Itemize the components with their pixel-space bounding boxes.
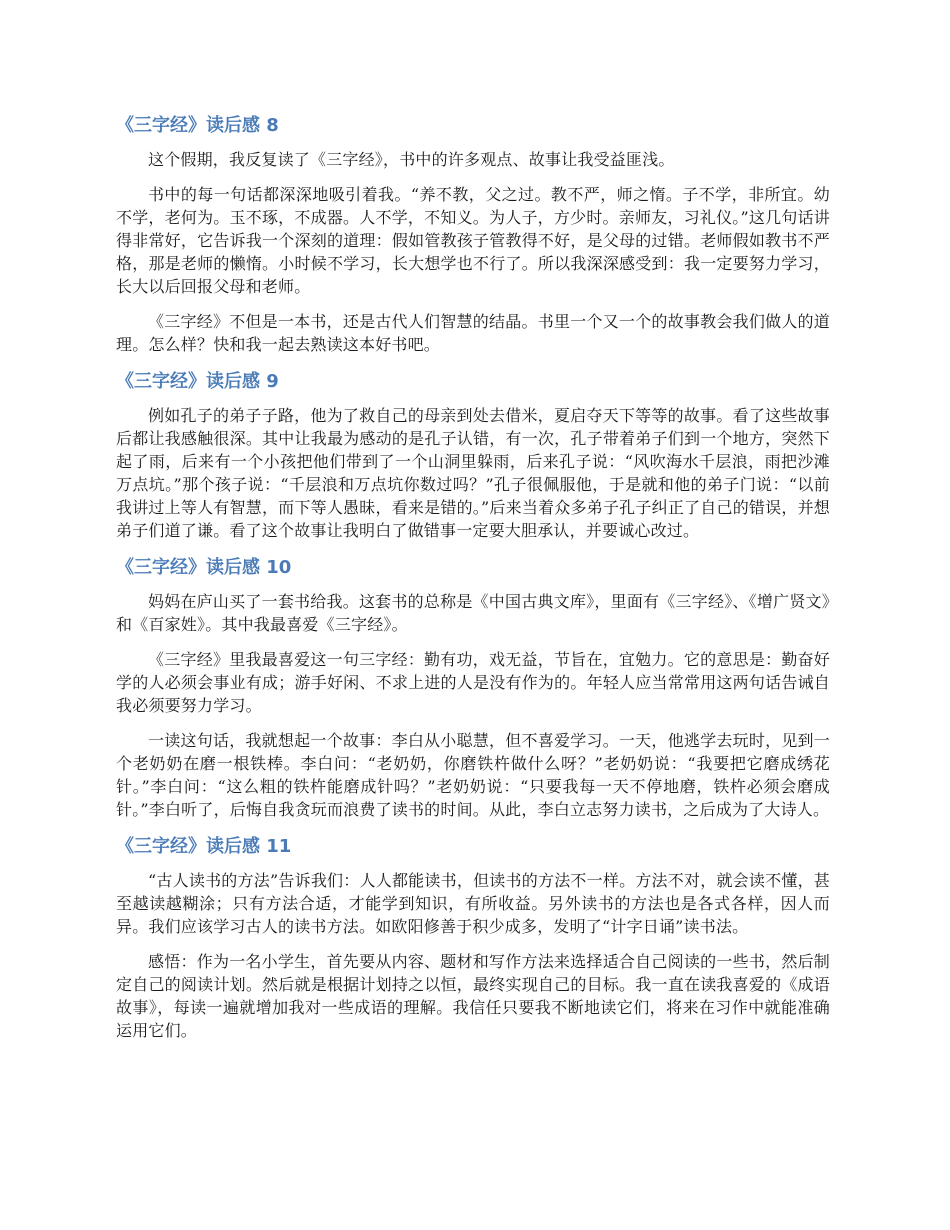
paragraph: 例如孔子的弟子子路，他为了救自己的母亲到处去借米，夏启夺天下等等的故事。看了这些故事后都让我感触很深。其中让我最为感动的是孔子认错，有一次，孔子带着弟子们到一个地方，突然下起了雨，后来有一个小孩把他们带到了一个山洞里躲雨，后来孔子说：“风吹海水千层浪，雨把沙滩万点坑。”那个孩子说：“千层浪和万点坑你数过吗？”孔子很佩服他，于是就和他的弟子门说：“以前我讲过上等人有智慧，而下等人愚昧，看来是错的。”后来当着众多弟子孔子纠正了自己的错误，并想弟子们道了谦。看了这个故事让我明白了做错事一定要大胆承认，并要诚心改过。 — [116, 406, 830, 540]
paragraph: “古人读书的方法”告诉我们：人人都能读书，但读书的方法不一样。方法不对，就会读不懂，甚至越读越糊涂；只有方法合适，才能学到知识，有所收益。另外读书的方法也是各式各样，因人而异。我们应该学习古人的读书方法。如欧阳修善于积少成多，发明了“计字日诵”读书法。 — [116, 871, 830, 936]
paragraph: 感悟：作为一名小学生，首先要从内容、题材和写作方法来选择适合自己阅读的一些书，然后制定自己的阅读计划。然后就是根据计划持之以恒，最终实现自己的目标。我一直在读我喜爱的《成语故事》，每读一遍就增加我对一些成语的理解。我信任只要我不断地读它们，将来在习作中就能准确运用它们。 — [116, 952, 830, 1040]
paragraph: 妈妈在庐山买了一套书给我。这套书的总称是《中国古典文库》，里面有《三字经》、《增广贤文》和《百家姓》。其中我最喜爱《三字经》。 — [116, 592, 830, 634]
section-heading: 《三字经》读后感 11 — [116, 836, 292, 857]
section-11 — [116, 833, 830, 1042]
paragraph: 书中的每一句话都深深地吸引着我。“养不教，父之过。教不严，师之惰。子不学，非所宜。幼不学，老何为。玉不琢，不成器。人不学，不知义。为人子，方少时。亲师友，习礼仪。”这几句话讲得非常好，它告诉我一个深刻的道理：假如管教孩子管教得不好，是父母的过错。老师假如教书不严格，那是老师的懒惰。小时候不学习，长大想学也不行了。所以我深深感受到：我一定要努力学习，长大以后回报父母和老师。 — [116, 185, 830, 296]
paragraph: 这个假期，我反复读了《三字经》，书中的许多观点、故事让我受益匪浅。 — [148, 150, 675, 169]
section-10 — [116, 554, 830, 821]
paragraph: 《三字经》不但是一本书，还是古代人们智慧的结晶。书里一个又一个的故事教会我们做人的道理。怎么样？快和我一起去熟读这本好书吧。 — [116, 312, 830, 354]
section-heading: 《三字经》读后感 9 — [116, 371, 279, 392]
section-heading: 《三字经》读后感 8 — [116, 115, 279, 136]
section-9 — [116, 368, 830, 542]
paragraph: 一读这句话，我就想起一个故事：李白从小聪慧，但不喜爱学习。一天，他逃学去玩时，见到一个老奶奶在磨一根铁棒。李白问：“老奶奶，你磨铁杵做什么呀？”老奶奶说：“我要把它磨成绣花针。”李白问：“这么粗的铁杵能磨成针吗？”老奶奶说：“只要我每一天不停地磨，铁杵必须会磨成针。”李白听了，后悔自我贪玩而浪费了读书的时间。从此，李白立志努力读书，之后成为了大诗人。 — [116, 731, 830, 819]
section-heading: 《三字经》读后感 10 — [116, 557, 292, 578]
paragraph: 《三字经》里我最喜爱这一句三字经：勤有功，戏无益，节旨在，宜勉力。它的意思是：勤奋好学的人必须会事业有成；游手好闲、不求上进的人是没有作为的。年轻人应当常常用这两句话告诫自我必须要努力学习。 — [116, 650, 830, 715]
section-8 — [116, 112, 830, 356]
